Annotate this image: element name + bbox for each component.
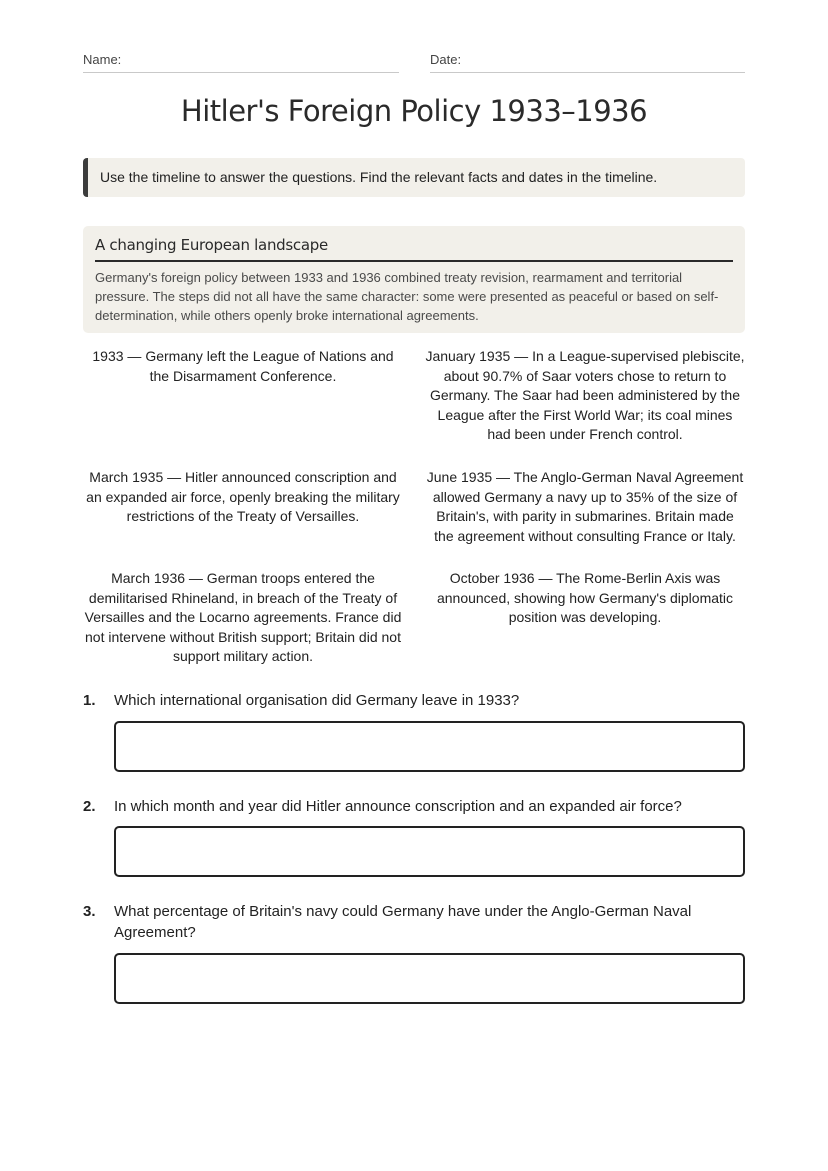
question-text: What percentage of Britain's navy could Germany have under the Anglo-German Naval Agreement? (114, 903, 692, 941)
date-field[interactable] (430, 52, 745, 73)
timeline-event: March 1935 — Hitler announced conscription and an expanded air force, openly breaking the military restrictions of the Treaty of Versailles. (86, 469, 400, 525)
question-text: In which month and year did Hitler announce conscription and an expanded air force? (114, 798, 682, 815)
timeline-event: October 1936 — The Rome-Berlin Axis was announced, showing how Germany's diplomatic position was developing. (436, 570, 734, 626)
timeline-event: June 1935 — The Anglo-German Naval Agreement allowed Germany a navy up to 35% of the size of Britain's, with parity in submarines. Britain made the agreement without consulting France or Italy. (426, 469, 744, 544)
answer-box-2[interactable] (114, 826, 745, 877)
question-number: 2. (83, 798, 96, 815)
name-label: Name: (83, 52, 122, 67)
question-number: 1. (83, 692, 96, 709)
answer-box-1[interactable] (114, 721, 745, 772)
question-text: Which international organisation did Germany leave in 1933? (114, 692, 520, 709)
date-label: Date: (430, 52, 462, 67)
question-number: 3. (83, 903, 96, 920)
context-box (83, 226, 745, 333)
context-heading: A changing European landscape (95, 236, 733, 262)
timeline-event: March 1936 — German troops entered the demilitarised Rhineland, in breach of the Treaty of Versailles and the Locarno agreements. France did not intervene without British support; Britain did not support military action. (84, 570, 402, 665)
context-body: Germany's foreign policy between 1933 and 1936 combined treaty revision, rearmament and territorial pressure. The steps did not all have the same character: some were presented as peaceful or based on self-determination, while others openly broke international agreements. (95, 270, 719, 323)
page-title: Hitler's Foreign Policy 1933–1936 (180, 94, 648, 128)
timeline-event: 1933 — Germany left the League of Nations and the Disarmament Conference. (92, 348, 394, 384)
answer-box-3[interactable] (114, 953, 745, 1004)
timeline-event: January 1935 — In a League-supervised plebiscite, about 90.7% of Saar voters chose to return to Germany. The Saar had been administered by the League after the First World War; its coal mines had been under French control. (425, 348, 745, 443)
name-field[interactable] (83, 52, 399, 73)
instruction-box: Use the timeline to answer the questions. Find the relevant facts and dates in the timeline. (83, 158, 745, 197)
